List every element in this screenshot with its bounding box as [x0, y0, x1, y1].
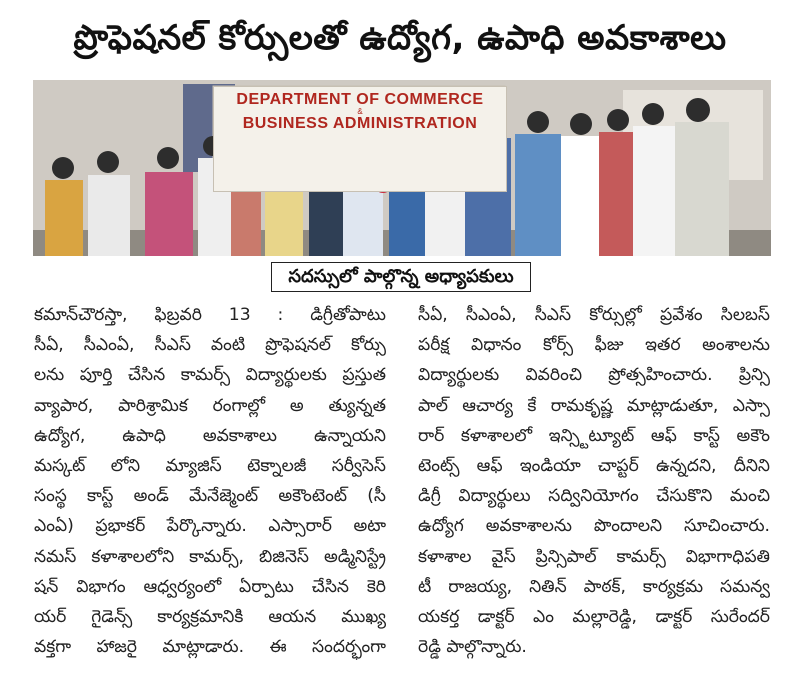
- body-line: ఎంఏ) ప్రభాకర్ పేర్కొన్నారు. ఎస్సారార్ అటా: [34, 516, 386, 537]
- body-line: డిగ్రీ విద్యార్థులు సద్వినియోగం చేసుకొని మంచి: [418, 486, 770, 507]
- body-line: ఉద్యోగ, ఉపాధి అవకాశాలు ఉన్నాయని: [34, 425, 386, 446]
- body-line: రార్ కళాశాలలో ఇన్స్టిట్యూట్ ఆఫ్ కాస్ట్ అకౌం: [418, 425, 770, 446]
- body-line: షన్ విభాగం ఆధ్వర్యంలో ఏర్పాటు చేసిన కెరి: [34, 576, 386, 597]
- body-line: రెడ్డి పాల్గొన్నారు.: [418, 637, 527, 658]
- body-line: టెంట్స్ ఆఫ్ ఇండియా చాప్టర్ ఉన్నదని, దీనిని: [418, 455, 770, 476]
- body-line: కమాన్‌చౌరస్తా, ఫిబ్రవరి 13 : డిగ్రీతోపాటు: [34, 305, 386, 325]
- body-line: వ్యాపార, పారిశ్రామిక రంగాల్లో అ త్యున్నత: [34, 395, 386, 416]
- body-line: నమస్ కళాశాలలోని కామర్స్, బిజినెస్ అడ్మినిస్ట్రే: [34, 546, 386, 567]
- department-banner: [213, 86, 507, 192]
- article-column-left: [34, 300, 386, 662]
- body-line: వక్తగా హాజరై మాట్లాడారు. ఈ సందర్భంగా: [34, 637, 386, 658]
- banner-line-1: DEPARTMENT OF COMMERCE: [236, 91, 484, 108]
- body-line: యర్ గైడెన్స్ కార్యక్రమానికి ఆయన ముఖ్య: [34, 606, 386, 627]
- photo-caption: సదస్సులో పాల్గొన్న అధ్యాపకులు: [271, 262, 531, 292]
- body-line: లను పూర్తి చేసిన కామర్స్ విద్యార్థులకు ప్రస్తుత: [34, 365, 386, 386]
- body-line: సంస్థ కాస్ట్ అండ్ మేనేజ్మెంట్ అకౌంటెంట్ (సీ: [34, 486, 386, 507]
- body-line: పాల్ ఆచార్య కే రామకృష్ణ మాట్లాడుతూ, ఎస్సా: [418, 395, 770, 416]
- article-photo: [33, 80, 771, 256]
- body-line: సీఏ, సీఎంఏ, సీఎస్ కోర్సుల్లో ప్రవేశం సిలబస్: [418, 305, 770, 325]
- body-line: పరీక్ష విధానం కోర్స్ ఫీజు ఇతర అంశాలను: [418, 335, 770, 356]
- body-line: సీఏ, సీఎంఏ, సీఎస్ వంటి ప్రొఫెషనల్ కోర్సు: [34, 335, 386, 356]
- body-line: టీ రాజయ్య, నితిన్ పాఠక్, కార్యక్రమ సమన్వ: [418, 576, 770, 597]
- body-line: యకర్త డాక్టర్ ఎం మల్లారెడ్డి, డాక్టర్ సురేందర్: [418, 606, 770, 627]
- body-line: ఉద్యోగ అవకాశాలను పొందాలని సూచించారు.: [418, 516, 770, 537]
- body-line: మస్కట్ లోని మ్యాజిస్ టెక్నాలజీ సర్వీసెస్: [34, 455, 386, 476]
- article-headline: ప్రొఫెషనల్ కోర్సులతో ఉద్యోగ, ఉపాధి అవకాశాలు: [73, 18, 727, 58]
- banner-line-2: BUSINESS ADMINISTRATION: [242, 115, 478, 132]
- banner-ampersand: &: [357, 107, 363, 116]
- article-column-right: [418, 300, 770, 662]
- body-line: విద్యార్థులకు వివరించి ప్రోత్సహించారు. ప్రిన్సి: [418, 365, 770, 386]
- body-line: కళాశాల వైస్ ప్రిన్సిపాల్ కామర్స్ విభాగాధిపతి: [418, 546, 770, 567]
